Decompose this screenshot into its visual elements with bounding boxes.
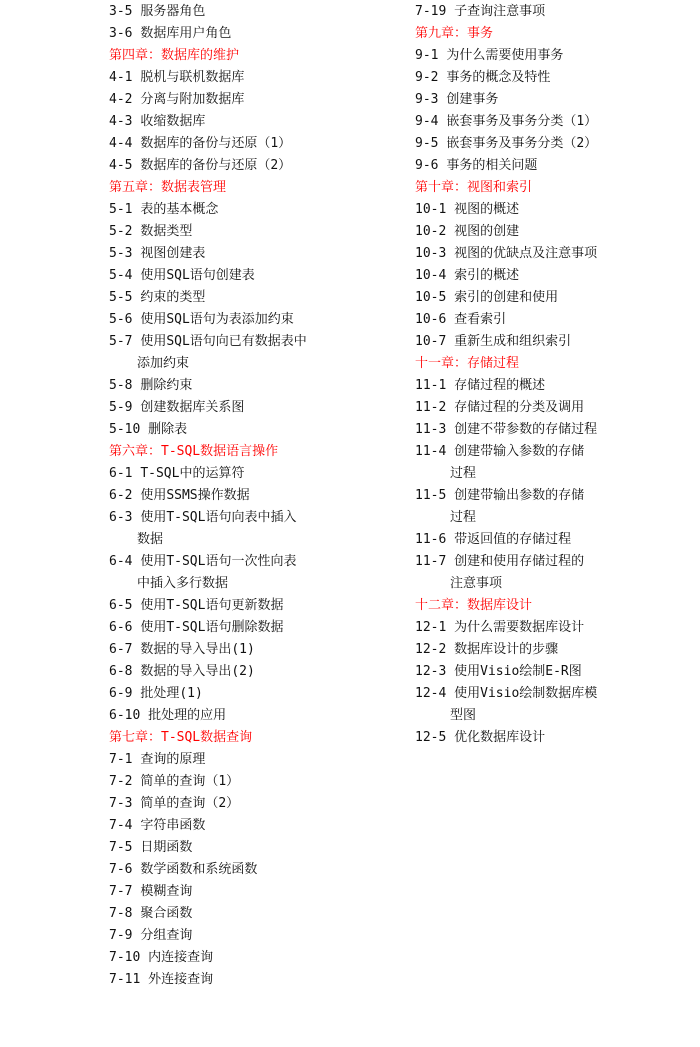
- toc-item-continuation: 型图: [450, 708, 477, 723]
- item-title: 使用Visio绘制E-R图: [454, 664, 582, 679]
- toc-item: [109, 155, 409, 177]
- item-title: 字符串函数: [140, 818, 206, 833]
- toc-item: [109, 793, 409, 815]
- chapter-heading: 十一章：存储过程: [415, 356, 520, 371]
- item-number: 5-9: [109, 400, 133, 415]
- item-number: 9-6: [415, 158, 439, 173]
- item-number: 7-9: [109, 928, 133, 943]
- item-number: 7-19: [415, 4, 447, 19]
- item-number: 10-2: [415, 224, 447, 239]
- item-number: 7-5: [109, 840, 133, 855]
- chapter-heading: 第五章：数据表管理: [109, 180, 227, 195]
- toc-item: [109, 265, 409, 287]
- item-title: 创建数据库关系图: [140, 400, 245, 415]
- toc-item: [109, 705, 409, 727]
- toc-left-column: [109, 1, 409, 991]
- toc-item: [109, 771, 409, 793]
- item-title: 创建不带参数的存储过程: [454, 422, 598, 437]
- item-number: 6-8: [109, 664, 133, 679]
- item-title: 事务的概念及特性: [446, 70, 551, 85]
- toc-item: [109, 485, 409, 507]
- item-title: 内连接查询: [148, 950, 214, 965]
- item-title: 收缩数据库: [140, 114, 206, 129]
- item-number: 5-8: [109, 378, 133, 393]
- item-title: 查询的原理: [140, 752, 206, 767]
- item-title: 存储过程的概述: [454, 378, 546, 393]
- toc-item: [109, 375, 409, 397]
- toc-item: [109, 507, 409, 529]
- item-number: 7-2: [109, 774, 133, 789]
- item-title: 索引的概述: [454, 268, 520, 283]
- toc-item: [109, 397, 409, 419]
- toc-item: [109, 331, 409, 353]
- item-number: 7-8: [109, 906, 133, 921]
- item-title: 简单的查询（2）: [140, 796, 240, 811]
- item-title: 创建事务: [446, 92, 499, 107]
- toc-item-continuation: 过程: [450, 466, 477, 481]
- item-number: 10-5: [415, 290, 447, 305]
- toc-item: [415, 265, 695, 287]
- item-number: 4-5: [109, 158, 133, 173]
- item-title: 创建和使用存储过程的: [454, 554, 585, 569]
- chapter-heading: 第七章：T-SQL数据查询: [109, 730, 253, 745]
- item-title: 数据类型: [140, 224, 193, 239]
- toc-item-continuation: 中插入多行数据: [137, 576, 229, 591]
- toc-item: [415, 111, 695, 133]
- item-number: 9-2: [415, 70, 439, 85]
- item-number: 6-9: [109, 686, 133, 701]
- item-number: 11-1: [415, 378, 447, 393]
- item-number: 7-10: [109, 950, 141, 965]
- toc-item: [109, 133, 409, 155]
- chapter-heading: 第四章：数据库的维护: [109, 48, 240, 63]
- toc-item: [109, 881, 409, 903]
- item-number: 7-6: [109, 862, 133, 877]
- item-title: 视图创建表: [140, 246, 206, 261]
- item-number: 7-1: [109, 752, 133, 767]
- item-title: 使用Visio绘制数据库模: [454, 686, 598, 701]
- item-number: 12-2: [415, 642, 447, 657]
- item-number: 9-3: [415, 92, 439, 107]
- item-number: 6-3: [109, 510, 133, 525]
- item-title: 数据库的备份与还原（1）: [140, 136, 292, 151]
- item-title: 使用SSMS操作数据: [140, 488, 250, 503]
- item-number: 11-3: [415, 422, 447, 437]
- item-number: 6-10: [109, 708, 141, 723]
- item-number: 3-6: [109, 26, 133, 41]
- toc-item: [109, 749, 409, 771]
- toc-item: [109, 617, 409, 639]
- item-title: 重新生成和组织索引: [454, 334, 572, 349]
- toc-item: [415, 331, 695, 353]
- item-title: 数学函数和系统函数: [140, 862, 258, 877]
- toc-item: [415, 309, 695, 331]
- toc-item: [415, 397, 695, 419]
- toc-item: [109, 287, 409, 309]
- item-number: 9-5: [415, 136, 439, 151]
- toc-item: [109, 551, 409, 573]
- item-number: 9-4: [415, 114, 439, 129]
- item-title: 存储过程的分类及调用: [454, 400, 585, 415]
- item-title: 使用T-SQL语句更新数据: [140, 598, 284, 613]
- item-title: 表的基本概念: [140, 202, 219, 217]
- toc-item: [109, 595, 409, 617]
- toc-item: [109, 925, 409, 947]
- item-number: 6-5: [109, 598, 133, 613]
- item-title: 查看索引: [454, 312, 507, 327]
- toc-item: [109, 969, 409, 991]
- item-title: 脱机与联机数据库: [140, 70, 245, 85]
- item-title: 使用T-SQL语句向表中插入: [140, 510, 297, 525]
- item-number: 5-2: [109, 224, 133, 239]
- item-title: 使用T-SQL语句一次性向表: [140, 554, 297, 569]
- item-number: 10-4: [415, 268, 447, 283]
- toc-item: [109, 639, 409, 661]
- toc-item: [415, 287, 695, 309]
- toc-item: [415, 221, 695, 243]
- toc-item: [415, 617, 695, 639]
- toc-item: [415, 441, 695, 463]
- chapter-heading: 第六章：T-SQL数据语言操作: [109, 444, 279, 459]
- item-number: 12-1: [415, 620, 447, 635]
- item-title: 创建带输出参数的存储: [454, 488, 585, 503]
- item-title: 子查询注意事项: [454, 4, 546, 19]
- toc-item: [415, 639, 695, 661]
- item-title: 数据库设计的步骤: [454, 642, 559, 657]
- toc-item-continuation: 添加约束: [137, 356, 190, 371]
- toc-item: [415, 683, 695, 705]
- toc-item: [109, 947, 409, 969]
- item-title: 约束的类型: [140, 290, 206, 305]
- item-number: 11-5: [415, 488, 447, 503]
- toc-item: [415, 133, 695, 155]
- item-title: 为什么需要使用事务: [446, 48, 564, 63]
- toc-item: [415, 551, 695, 573]
- toc-item: [415, 1, 695, 23]
- item-title: 批处理(1): [140, 686, 203, 701]
- toc-item: [415, 199, 695, 221]
- item-number: 6-4: [109, 554, 133, 569]
- toc-item: [109, 309, 409, 331]
- toc-item: [109, 1, 409, 23]
- item-title: 数据的导入导出(2): [140, 664, 255, 679]
- item-number: 10-3: [415, 246, 447, 261]
- item-number: 10-1: [415, 202, 447, 217]
- item-title: 聚合函数: [140, 906, 193, 921]
- item-number: 6-1: [109, 466, 133, 481]
- toc-item-continuation: 过程: [450, 510, 477, 525]
- toc-item: [415, 419, 695, 441]
- item-number: 12-4: [415, 686, 447, 701]
- item-number: 5-10: [109, 422, 141, 437]
- item-number: 7-4: [109, 818, 133, 833]
- item-title: 服务器角色: [140, 4, 206, 19]
- item-number: 3-5: [109, 4, 133, 19]
- item-number: 5-6: [109, 312, 133, 327]
- toc-right-column: [415, 1, 695, 749]
- item-title: 嵌套事务及事务分类（1）: [446, 114, 598, 129]
- item-title: 创建带输入参数的存储: [454, 444, 585, 459]
- toc-item: [109, 23, 409, 45]
- item-number: 12-3: [415, 664, 447, 679]
- item-title: 使用SQL语句为表添加约束: [140, 312, 294, 327]
- item-title: 使用SQL语句向已有数据表中: [140, 334, 307, 349]
- toc-item: [109, 199, 409, 221]
- toc-item: [109, 661, 409, 683]
- toc-item-continuation: 数据: [137, 532, 164, 547]
- item-number: 11-7: [415, 554, 447, 569]
- item-number: 4-4: [109, 136, 133, 151]
- toc-item: [109, 67, 409, 89]
- item-number: 6-2: [109, 488, 133, 503]
- toc-item: [109, 683, 409, 705]
- chapter-heading: 第十章：视图和索引: [415, 180, 533, 195]
- item-number: 6-6: [109, 620, 133, 635]
- item-title: 分离与附加数据库: [140, 92, 245, 107]
- item-title: 简单的查询（1）: [140, 774, 240, 789]
- toc-item: [109, 837, 409, 859]
- chapter-heading: 十二章：数据库设计: [415, 598, 533, 613]
- item-title: T-SQL中的运算符: [140, 466, 245, 481]
- item-number: 5-5: [109, 290, 133, 305]
- item-number: 4-1: [109, 70, 133, 85]
- item-title: 优化数据库设计: [454, 730, 546, 745]
- item-title: 索引的创建和使用: [454, 290, 559, 305]
- toc-item: [109, 903, 409, 925]
- item-number: 10-6: [415, 312, 447, 327]
- toc-item: [109, 89, 409, 111]
- toc-item: [415, 529, 695, 551]
- toc-item: [415, 661, 695, 683]
- item-number: 5-7: [109, 334, 133, 349]
- toc-item: [415, 89, 695, 111]
- item-title: 日期函数: [140, 840, 193, 855]
- item-number: 7-3: [109, 796, 133, 811]
- item-number: 11-2: [415, 400, 447, 415]
- item-title: 为什么需要数据库设计: [454, 620, 585, 635]
- item-title: 数据库的备份与还原（2）: [140, 158, 292, 173]
- toc-item: [415, 375, 695, 397]
- toc-item: [109, 419, 409, 441]
- toc-item: [109, 243, 409, 265]
- item-title: 分组查询: [140, 928, 193, 943]
- item-title: 使用SQL语句创建表: [140, 268, 255, 283]
- toc-item: [415, 45, 695, 67]
- toc-item: [415, 727, 695, 749]
- item-title: 数据库用户角色: [140, 26, 232, 41]
- item-number: 5-3: [109, 246, 133, 261]
- item-title: 批处理的应用: [148, 708, 227, 723]
- item-title: 事务的相关问题: [446, 158, 538, 173]
- item-title: 模糊查询: [140, 884, 193, 899]
- item-number: 4-3: [109, 114, 133, 129]
- item-title: 带返回值的存储过程: [454, 532, 572, 547]
- toc-item: [109, 221, 409, 243]
- item-title: 视图的优缺点及注意事项: [454, 246, 598, 261]
- item-number: 6-7: [109, 642, 133, 657]
- item-number: 5-1: [109, 202, 133, 217]
- item-title: 删除约束: [140, 378, 193, 393]
- item-title: 嵌套事务及事务分类（2）: [446, 136, 598, 151]
- item-title: 视图的概述: [454, 202, 520, 217]
- item-number: 11-6: [415, 532, 447, 547]
- toc-item: [109, 111, 409, 133]
- item-number: 11-4: [415, 444, 447, 459]
- item-number: 12-5: [415, 730, 447, 745]
- item-title: 使用T-SQL语句删除数据: [140, 620, 284, 635]
- toc-item: [109, 463, 409, 485]
- toc-item: [415, 67, 695, 89]
- toc-item: [415, 155, 695, 177]
- item-title: 视图的创建: [454, 224, 520, 239]
- item-number: 7-7: [109, 884, 133, 899]
- item-title: 外连接查询: [148, 972, 214, 987]
- toc-item: [415, 485, 695, 507]
- toc-item-continuation: 注意事项: [450, 576, 503, 591]
- item-number: 5-4: [109, 268, 133, 283]
- toc-item: [109, 815, 409, 837]
- item-title: 删除表: [148, 422, 188, 437]
- toc-item: [415, 243, 695, 265]
- item-number: 7-11: [109, 972, 141, 987]
- item-number: 10-7: [415, 334, 447, 349]
- item-number: 9-1: [415, 48, 439, 63]
- item-title: 数据的导入导出(1): [140, 642, 255, 657]
- toc-item: [109, 859, 409, 881]
- item-number: 4-2: [109, 92, 133, 107]
- chapter-heading: 第九章：事务: [415, 26, 494, 41]
